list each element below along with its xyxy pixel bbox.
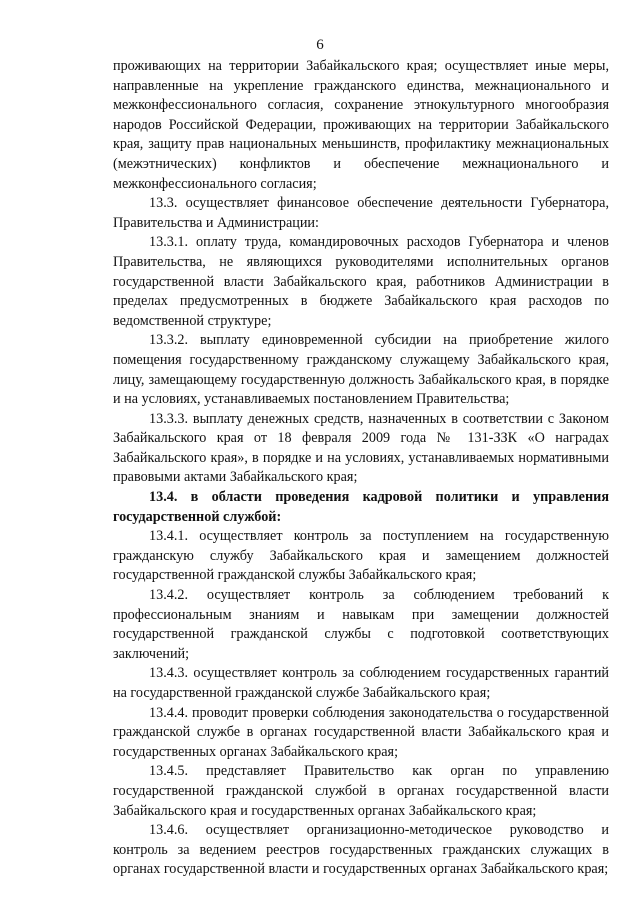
paragraph-13-4-4: 13.4.4. проводит проверки соблюдения законодательства о государственной гражданской службе в органах государственной власти Забайкальского края и государственных органах Забайкальского края;	[113, 704, 609, 760]
page-number: 6	[316, 37, 324, 53]
paragraph-13-4-3: 13.4.3. осуществляет контроль за соблюдением государственных гарантий на государственной гражданской службе Забайкальского края;	[113, 665, 609, 701]
document-body	[113, 57, 609, 880]
paragraph-continuation: проживающих на территории Забайкальского края; осуществляет иные меры, направленные на укрепление гражданского единства, межнационального и межконфессионального согласия, сохранение этнокультурного многообразия народов Российской Федерации, проживающих на территории Забайкальского края, защиту прав национальных меньшинств, профилактику межнациональных (межэтнических) конфликтов и обеспечение межнационального и межконфессионального согласия;	[113, 58, 609, 192]
paragraph-13-4-5: 13.4.5. представляет Правительство как орган по управлению государственной гражданской службой в органах государственной власти Забайкальского края и государственных органах Забайкальского края;	[113, 763, 609, 819]
paragraph-13-4-heading: 13.4. в области проведения кадровой политики и управления государственной службой:	[113, 489, 609, 525]
paragraph-13-3-3: 13.3.3. выплату денежных средств, назначенных в соответствии с Законом Забайкальского края от 18 февраля 2009 года № 131-ЗЗК «О наградах Забайкальского края», в порядке и на условиях, устанавливаемых нормативными правовыми актами Забайкальского края;	[113, 410, 609, 486]
paragraph-13-3-2: 13.3.2. выплату единовременной субсидии на приобретение жилого помещения государственному гражданскому служащему Забайкальского края, лицу, замещающему государственную должность Забайкальского края, в порядке и на условиях, устанавливаемых постановлением Правительства;	[113, 332, 609, 408]
paragraph-13-4-1: 13.4.1. осуществляет контроль за поступлением на государственную гражданскую службу Забайкальского края и замещением должностей государственной гражданской службы Забайкальского края;	[113, 528, 609, 584]
paragraph-13-3-1: 13.3.1. оплату труда, командировочных расходов Губернатора и членов Правительства, не являющихся руководителями исполнительных органов государственной власти Забайкальского края, работников Администрации в пределах предусмотренных в бюджете Забайкальского края расходов по ведомственной структуре;	[113, 234, 609, 329]
paragraph-13-3: 13.3. осуществляет финансовое обеспечение деятельности Губернатора, Правительства и Администрации:	[113, 195, 609, 231]
paragraph-13-4-2: 13.4.2. осуществляет контроль за соблюдением требований к профессиональным знаниям и навыкам при замещении должностей государственной гражданской службы с подготовкой соответствующих заключений;	[113, 587, 609, 662]
paragraph-13-4-6: 13.4.6. осуществляет организационно-методическое руководство и контроль за ведением реестров государственных гражданских служащих в органах государственной власти и государственных органах Забайкальского края;	[113, 822, 609, 878]
